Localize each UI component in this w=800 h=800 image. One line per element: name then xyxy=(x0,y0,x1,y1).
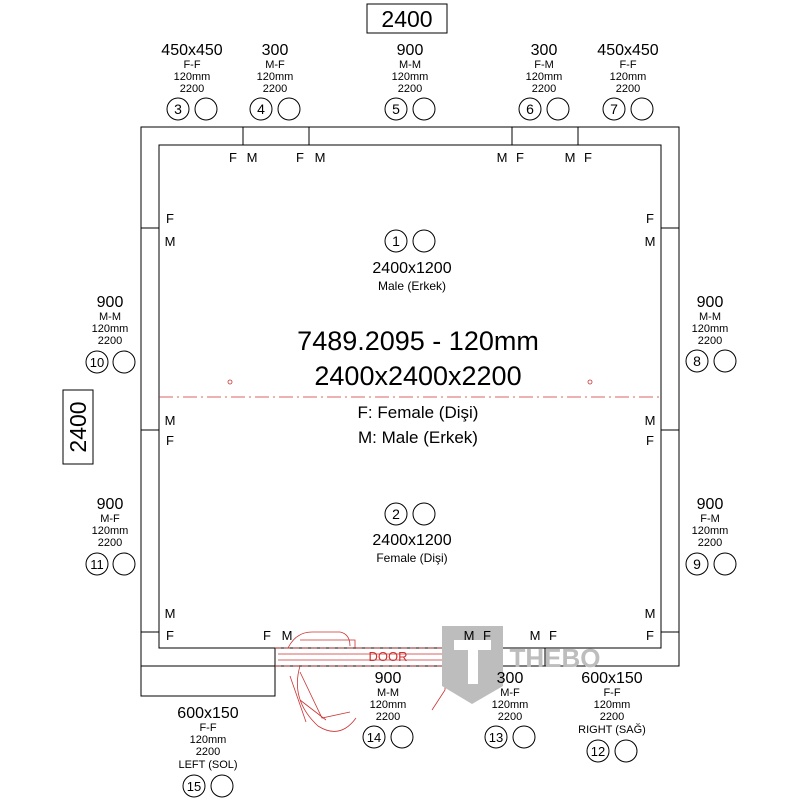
panel-marker-circle xyxy=(714,553,736,575)
panel-joint: M-M xyxy=(377,687,399,699)
panel-14 xyxy=(363,670,413,748)
panel-height: 2200 xyxy=(697,335,723,347)
panel-size: 450x450 xyxy=(161,42,223,59)
panel-size: 900 xyxy=(696,496,724,513)
panel-marker-circle xyxy=(391,726,413,748)
joint-mark: F xyxy=(166,433,174,448)
panel-number: 3 xyxy=(174,101,182,117)
door xyxy=(275,632,445,731)
joint-mark: M xyxy=(246,150,258,165)
door-label: DOOR xyxy=(368,649,408,664)
panel-number: 14 xyxy=(366,730,382,745)
panel-6 xyxy=(519,42,569,120)
width-dimension: 2400 xyxy=(381,6,433,32)
panel-size: 900 xyxy=(96,496,124,513)
panel-2 xyxy=(372,503,451,565)
panel-joint: F-F xyxy=(619,59,637,71)
panel-joint: M-F xyxy=(500,687,520,699)
panel-thickness: 120mm xyxy=(189,734,227,746)
panel-size: 600x150 xyxy=(177,705,239,722)
panel-height: 2200 xyxy=(97,537,123,549)
panel-marker-circle xyxy=(513,726,535,748)
panel-side: LEFT (SOL) xyxy=(178,759,238,771)
joint-mark: F xyxy=(549,628,557,643)
panel-thickness: 120mm xyxy=(491,699,529,711)
panel-size: 300 xyxy=(261,42,289,59)
joint-mark: M xyxy=(281,628,293,643)
panel-height: 2200 xyxy=(497,711,523,723)
panel-thickness: 120mm xyxy=(609,71,647,83)
joint-mark: F xyxy=(263,628,271,643)
panel-15 xyxy=(177,705,238,797)
panel-number: 7 xyxy=(610,101,618,117)
panel-thickness: 120mm xyxy=(91,525,129,537)
panel-number: 12 xyxy=(590,744,606,759)
panel-height: 2200 xyxy=(262,83,288,95)
panel-12 xyxy=(578,670,646,762)
panel-number: 6 xyxy=(526,101,534,117)
joint-mark: M xyxy=(644,413,656,428)
joint-marks-bottom xyxy=(263,628,557,643)
project-size: 2400x2400x2200 xyxy=(314,361,522,391)
panel-height: 2200 xyxy=(397,83,423,95)
panel-marker-circle xyxy=(413,503,435,525)
panel-1 xyxy=(372,230,451,293)
panel-height: 2200 xyxy=(697,537,723,549)
panel-joint: M-M xyxy=(399,59,421,71)
panel-marker-circle xyxy=(631,98,653,120)
panel-8 xyxy=(686,294,736,372)
panel-size: 300 xyxy=(530,42,558,59)
panel-size: 2400x1200 xyxy=(372,260,452,277)
panel-marker-circle xyxy=(413,98,435,120)
joint-mark: M xyxy=(164,606,176,621)
outer-wall xyxy=(141,127,679,666)
joint-mark: F xyxy=(516,150,524,165)
joint-mark: F xyxy=(646,433,654,448)
panel-4 xyxy=(250,42,300,120)
joint-mark: F xyxy=(229,150,237,165)
panel-number: 1 xyxy=(392,233,400,249)
panel-thickness: 120mm xyxy=(691,323,729,335)
legend-female: F: Female (Dişi) xyxy=(357,403,479,422)
joint-mark: F xyxy=(483,628,491,643)
depth-dimension: 2400 xyxy=(65,401,91,453)
joint-mark: F xyxy=(166,211,174,226)
panel-10 xyxy=(86,294,135,373)
panel-thickness: 120mm xyxy=(173,71,211,83)
panel-marker-circle xyxy=(211,775,233,797)
panel-marker-circle xyxy=(615,740,637,762)
panel-thickness: 120mm xyxy=(691,525,729,537)
panel-joint: F-F xyxy=(199,722,217,734)
panel-height: 2200 xyxy=(599,711,625,723)
joint-marks-left xyxy=(165,211,176,643)
floor-pin-left xyxy=(228,380,232,384)
panel-11 xyxy=(86,496,135,575)
panel-5 xyxy=(385,42,435,120)
joint-marks-right xyxy=(645,211,656,643)
panel-joint: F-F xyxy=(183,59,201,71)
panel-thickness: 120mm xyxy=(391,71,429,83)
panel-size: 2400x1200 xyxy=(372,532,452,549)
joint-mark: F xyxy=(646,628,654,643)
joint-mark: M xyxy=(164,413,176,428)
panel-size: 300 xyxy=(496,670,524,687)
panel-size: 600x150 xyxy=(581,670,643,687)
inner-wall xyxy=(159,145,661,648)
panel-marker-circle xyxy=(278,98,300,120)
panel-height: 2200 xyxy=(375,711,401,723)
panel-side: RIGHT (SAĞ) xyxy=(578,724,646,736)
panel-number: 10 xyxy=(89,355,105,370)
panel-number: 11 xyxy=(90,557,104,572)
panel-9 xyxy=(686,496,736,575)
joint-mark: M xyxy=(644,606,656,621)
joint-mark: M xyxy=(463,628,475,643)
panel-joint: M-M xyxy=(699,311,721,323)
panel-number: 8 xyxy=(693,353,701,369)
panel-height: 2200 xyxy=(615,83,641,95)
panel-size: 450x450 xyxy=(597,42,659,59)
panel-7 xyxy=(597,42,658,120)
panel-number: 5 xyxy=(392,101,400,117)
joint-mark: M xyxy=(314,150,326,165)
panel-size: 900 xyxy=(96,294,124,311)
panel-size: 900 xyxy=(396,42,424,59)
panel-marker-circle xyxy=(714,350,736,372)
panel-desc: Male (Erkek) xyxy=(377,279,447,293)
panel-height: 2200 xyxy=(179,83,205,95)
panel-thickness: 120mm xyxy=(256,71,294,83)
joint-mark: F xyxy=(296,150,304,165)
joint-mark: F xyxy=(646,211,654,226)
panel-number: 9 xyxy=(693,556,701,572)
panel-size: 900 xyxy=(696,294,724,311)
panel-number: 13 xyxy=(488,730,504,745)
panel-thickness: 120mm xyxy=(593,699,631,711)
panel-size: 900 xyxy=(374,670,402,687)
floor-pin-right xyxy=(588,380,592,384)
legend-male: M: Male (Erkek) xyxy=(358,428,478,447)
project-code: 7489.2095 - 120mm xyxy=(297,326,539,356)
panel-number: 15 xyxy=(186,779,202,794)
joint-mark: M xyxy=(496,150,508,165)
panel-height: 2200 xyxy=(195,746,221,758)
panel-joint: M-F xyxy=(100,513,120,525)
panel-number: 2 xyxy=(392,506,400,522)
panel-joint: F-F xyxy=(603,687,621,699)
panel-3 xyxy=(161,42,222,120)
joint-mark: F xyxy=(166,628,174,643)
panel-joint: F-M xyxy=(534,59,554,71)
joint-mark: M xyxy=(529,628,541,643)
panel-marker-circle xyxy=(113,351,135,373)
joint-mark: M xyxy=(644,234,656,249)
panel-joint: F-M xyxy=(700,513,720,525)
panel-marker-circle xyxy=(113,553,135,575)
joint-mark: F xyxy=(584,150,592,165)
panel-joint: M-F xyxy=(265,59,285,71)
panel-thickness: 120mm xyxy=(525,71,563,83)
joint-mark: M xyxy=(564,150,576,165)
panel-thickness: 120mm xyxy=(91,323,129,335)
panel-height: 2200 xyxy=(531,83,557,95)
panel-height: 2200 xyxy=(97,335,123,347)
panel-joint: M-M xyxy=(99,311,121,323)
sill-left xyxy=(141,666,275,696)
panel-desc: Female (Dişi) xyxy=(376,551,448,565)
joint-marks-top xyxy=(229,150,592,165)
panel-marker-circle xyxy=(195,98,217,120)
joint-mark: M xyxy=(164,234,176,249)
panel-marker-circle xyxy=(413,230,435,252)
panel-number: 4 xyxy=(257,101,265,117)
panel-thickness: 120mm xyxy=(369,699,407,711)
thebo-watermark-text: THEBO xyxy=(509,643,601,673)
panel-marker-circle xyxy=(547,98,569,120)
